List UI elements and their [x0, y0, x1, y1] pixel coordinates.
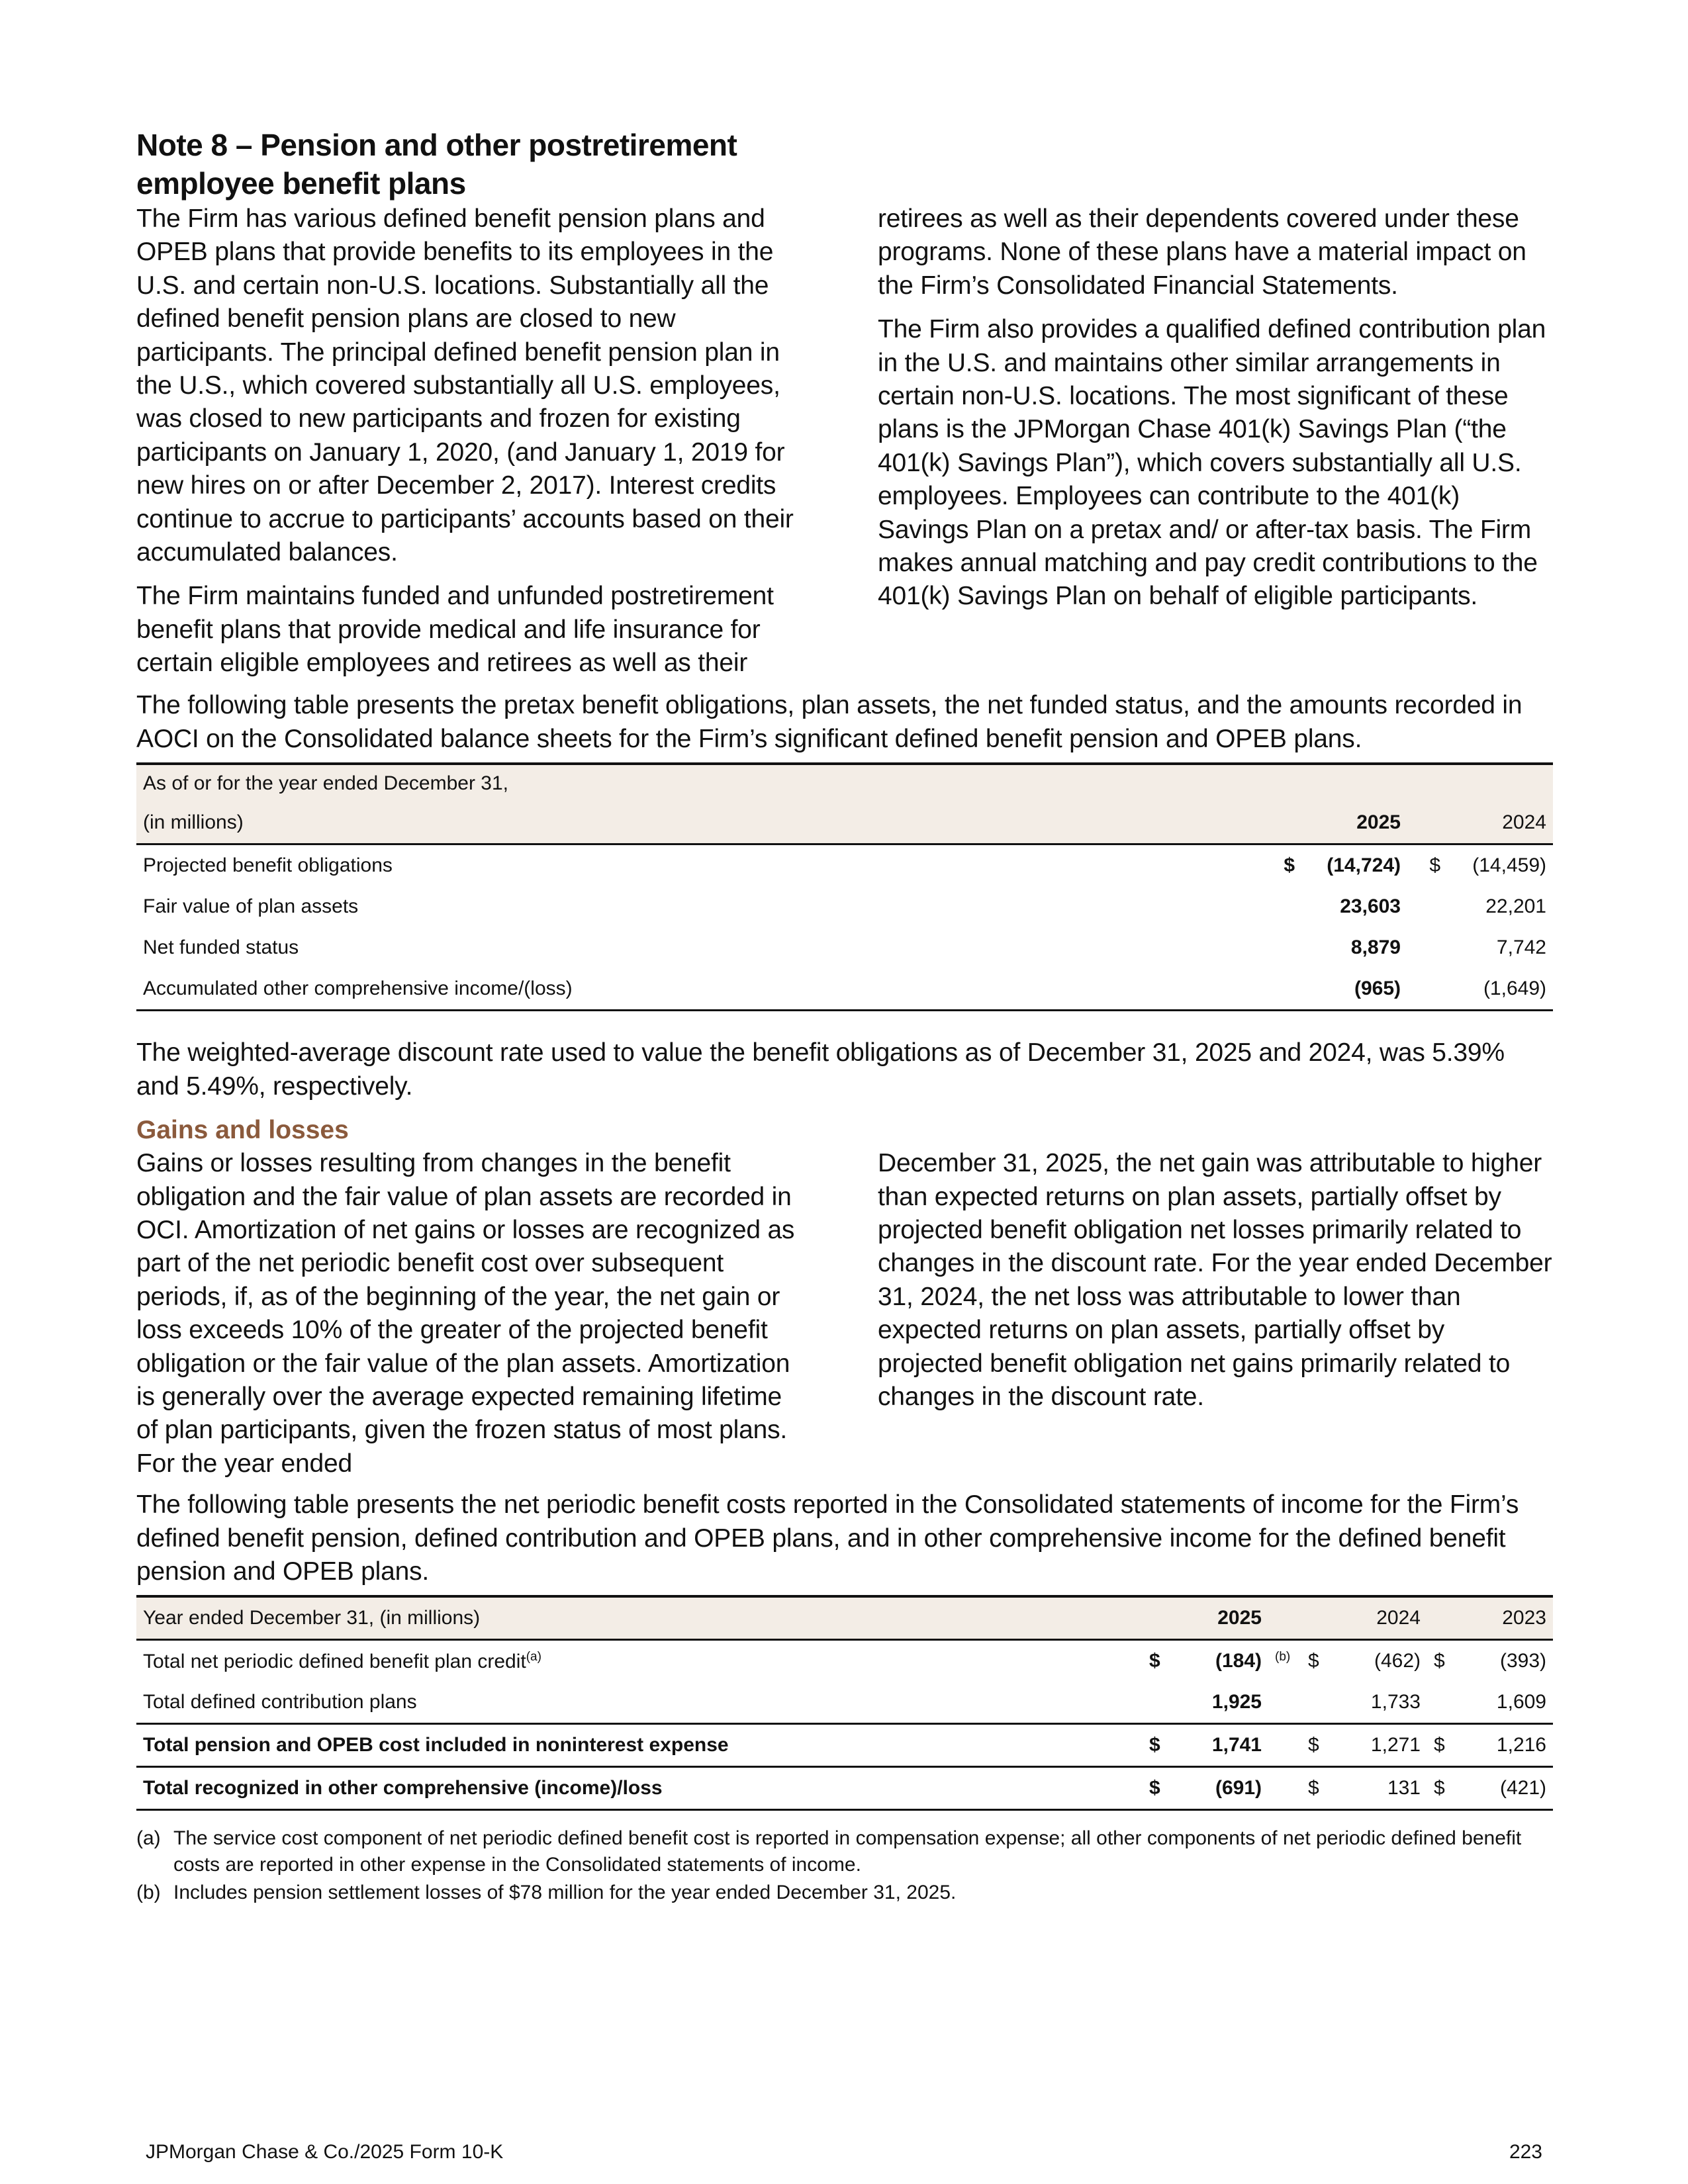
- table-row: Total net periodic defined benefit plan credit$^{(a)}$ $ (184) $^{(b)}$ $ (462) $ (393): [143, 1649, 1546, 1672]
- intro-right-column: [878, 203, 1553, 681]
- table2-col-2025: 2025: [1176, 1596, 1268, 1640]
- table-row: Accumulated other comprehensive income/(loss) (965) (1,649): [136, 968, 1553, 1011]
- table2-col-2023: 2023: [1460, 1596, 1553, 1640]
- table1-col-2025: 2025: [1295, 802, 1407, 844]
- table2-col-2024: 2024: [1335, 1596, 1427, 1640]
- gains-right-column: [878, 1147, 1553, 1480]
- intro-paragraph-1: The Firm has various defined benefit pension plans and OPEB plans that provide benefits to its employees in the U.S. and certain non-U.S. locations. Substantially all the defined benefit pension plans are closed to new participants. The principal defined benefit pension plan in the U.S., which covered substantially all U.S. employees, was closed to new participants and frozen for existing participants on January 1, 2020, (and January 1, 2019 for new hires on or after December 2, 2017). Interest credits continue to accrue to participants’ accounts based on their accumulated balances.: [136, 205, 794, 567]
- table1-header-line2: (in millions): [136, 802, 1262, 844]
- gains-left-column: [136, 1147, 805, 1480]
- footnotes: [136, 1825, 1553, 1906]
- footer-document-name: JPMorgan Chase & Co./2025 Form 10-K: [146, 2141, 504, 2163]
- table-row: Fair value of plan assets 23,603 22,201: [143, 895, 1546, 918]
- table-row: Projected benefit obligations $ (14,724) $ (14,459): [143, 854, 1546, 877]
- table-row: Total recognized in other comprehensive (income)/loss $ (691) $ 131 $ (421): [136, 1767, 1553, 1810]
- table1-header-row-2: [136, 802, 1553, 844]
- table-row: Total defined contribution plans 1,925 1,733 1,609: [143, 1691, 1546, 1713]
- table2-header-row: [136, 1596, 1553, 1640]
- footnote-a: (a) The service cost component of net periodic defined benefit cost is reported in compensation expense; all other components of net periodic defined benefit costs are reported in other expense in the Consolidated statements of income.: [136, 1827, 1522, 1876]
- page-number: 223: [1509, 2141, 1542, 2163]
- gains-paragraph-right: December 31, 2025, the net gain was attributable to higher than expected returns on plan assets, partially offset by projected benefit obligation net losses primarily related to changes in the discount rate. For the year ended December 31, 2024, the net loss was attributable to lower than expected returns on plan assets, partially offset by projected benefit obligation net gains primarily related to changes in the discount rate.: [878, 1149, 1552, 1411]
- table1-col-2024: 2024: [1440, 802, 1553, 844]
- table1-header-line1: As of or for the year ended December 31,: [136, 764, 1553, 802]
- table2-intro: The following table presents the net periodic benefit costs reported in the Consolidated statements of income for the Firm’s defined benefit pension, defined contribution and OPEB plans, and in other comprehensive income for the defined benefit pension and OPEB plans.: [136, 1490, 1519, 1586]
- page-footer: [146, 2141, 1542, 2163]
- intro-paragraph-2-continued: [878, 203, 1553, 302]
- table-row: Total pension and OPEB cost included in noninterest expense $ 1,741 $ 1,271 $ 1,216: [136, 1724, 1553, 1767]
- benefit-obligations-table: [136, 762, 1553, 1011]
- intro-left-column: [136, 203, 805, 681]
- benefit-costs-table: [136, 1595, 1553, 1811]
- gains-section: [136, 1147, 1553, 1480]
- table1-header-row-1: [136, 764, 1553, 802]
- intro-paragraph-2-tail: retirees as well as their dependents covered under these programs. None of these plans have a material impact on the Firm’s Consolidated Financial Statements.: [878, 205, 1526, 300]
- discount-rate-text: The weighted-average discount rate used to value the benefit obligations as of December 31, 2025 and 2024, was 5.39% and 5.49%, respectively.: [136, 1038, 1505, 1101]
- table2-header-label: Year ended December 31, (in millions): [136, 1596, 1143, 1640]
- gains-losses-heading: Gains and losses: [136, 1116, 349, 1145]
- page-content: [136, 126, 1553, 1907]
- table-row: Net funded status 8,879 7,742: [143, 936, 1546, 959]
- intro-paragraph-2: The Firm maintains funded and unfunded postretirement benefit plans that provide medical and life insurance for certain eligible employees and retirees as well as their: [136, 582, 774, 678]
- intro-paragraph-3: The Firm also provides a qualified defined contribution plan in the U.S. and maintains other similar arrangements in certain non-U.S. locations. The most significant of these plans is the JPMorgan Chase 401(k) Savings Plan (“the 401(k) Savings Plan”), which covers substantially all U.S. employees. Employees can contribute to the 401(k) Savings Plan on a pretax and/ or after-tax basis. The Firm makes annual matching and pay credit contributions to the 401(k) Savings Plan on behalf of eligible participants.: [878, 315, 1546, 611]
- table1-intro: The following table presents the pretax benefit obligations, plan assets, the net funded status, and the amounts recorded in AOCI on the Consolidated balance sheets for the Firm’s significant defined benefit pension and OPEB plans.: [136, 691, 1523, 753]
- footnote-b: (b) Includes pension settlement losses of $78 million for the year ended December 31, 2025.: [136, 1882, 957, 1904]
- note-title: Note 8 – Pension and other postretirement employee benefit plans: [136, 128, 737, 201]
- gains-paragraph-left: Gains or losses resulting from changes in the benefit obligation and the fair value of plan assets are recorded in OCI. Amortization of net gains or losses are recognized as part of the net periodic benefit cost over subsequent periods, if, as of the beginning of the year, the net gain or loss exceeds 10% of the greater of the projected benefit obligation or the fair value of the plan assets. Amortization is generally over the average expected remaining lifetime of plan participants, given the frozen status of most plans. For the year ended: [136, 1149, 795, 1478]
- intro-section: [136, 203, 1553, 681]
